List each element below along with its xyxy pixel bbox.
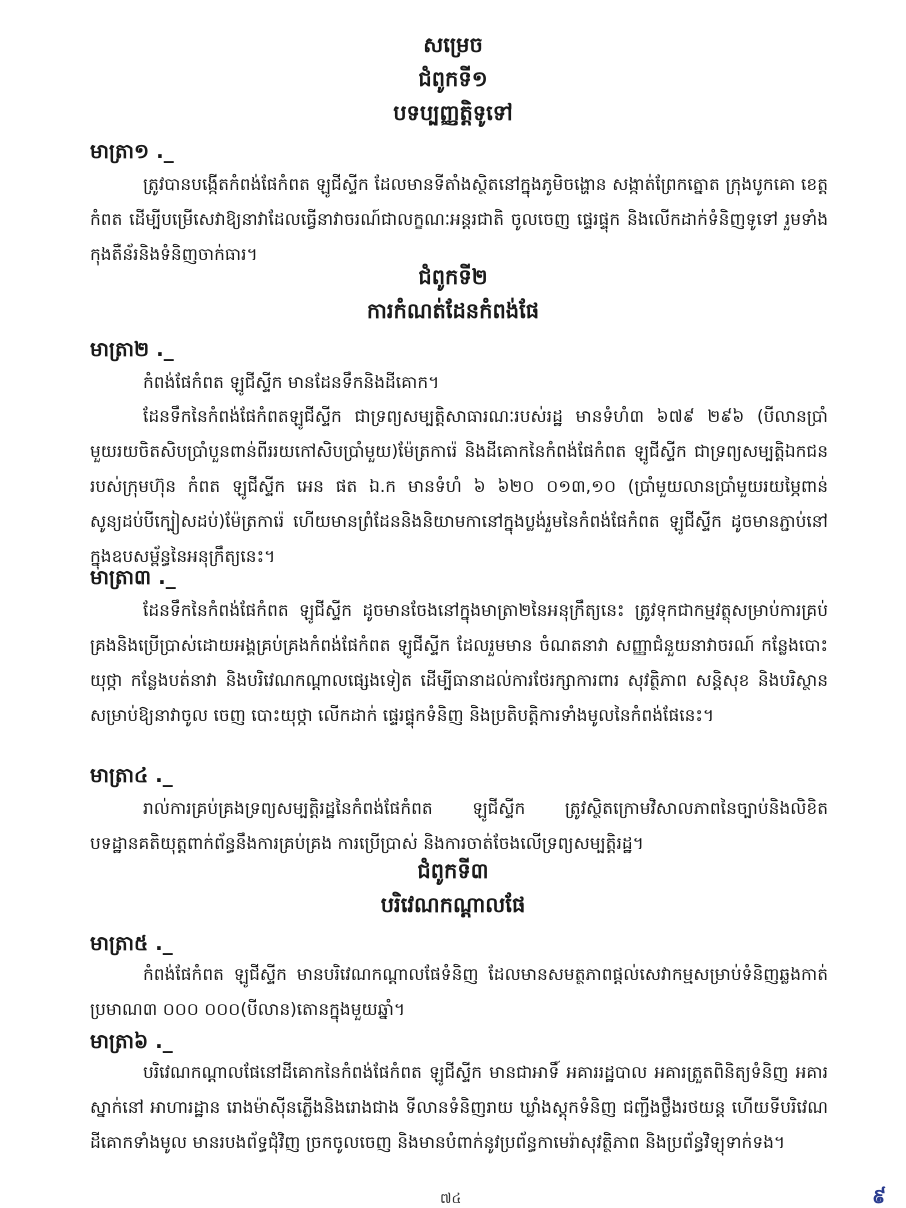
decision-title: សម្រេច	[423, 33, 483, 57]
article-3-label: មាត្រា៣ ._	[90, 565, 176, 589]
article-1-paragraph: ត្រូវបានបង្កើតកំពង់ផែកំពត ឡូជីស្ទីក ដែលមានទីតាំងស្ថិតនៅក្នុងភូមិចង្ហោន សង្កាត់ព្រែកត្នោត ក្រុងបូកគោ ខេត្តកំពត ដើម្បីបម្រើសេវាឱ្យនាវាដែលធ្វើនាវាចរណ៍ជាលក្ខណៈអន្តរជាតិ ចូលចេញ ផ្ទេរផ្ទុក និងលើកដាក់ទំនិញទូទៅ រួមទាំងកុងតឺន័រនិងទំនិញចាក់ធារ។	[90, 175, 828, 265]
chapter-2-title: ការកំណត់ដែនកំពង់ផែ	[366, 299, 540, 323]
article-5-label: មាត្រា៥ ._	[90, 931, 173, 955]
page-number: ៧៤	[440, 1191, 462, 1207]
article-4-paragraph: រាល់ការគ្រប់គ្រងទ្រព្យសម្បត្តិរដ្ឋនៃកំពង់ផែកំពត ឡូជីស្ទីក ត្រូវស្ថិតក្រោមវិសាលភាពនៃច្បាប់និងលិខិតបទដ្ឋានគតិយុត្តពាក់ព័ន្ធនឹងការគ្រប់គ្រង ការប្រើប្រាស់ និងការចាត់ចែងលើទ្រព្យសម្បត្តិរដ្ឋ។	[90, 799, 828, 854]
article-1-label: មាត្រា១ ._	[90, 139, 174, 163]
article-2-paragraph-2: ដែនទឹកនៃកំពង់ផែកំពតឡូជីស្ទីក ជាទ្រព្យសម្បត្តិសាធារណៈរបស់រដ្ឋ មានទំហំ៣ ៦៧៩ ២៩៦ (បីលានប្រាំមួយរយចិតសិបប្រាំបួនពាន់ពីររយកៅសិបប្រាំមួយ)ម៉ែត្រការ៉េ និងដីគោកនៃកំពង់ផែកំពត ឡូជីស្ទីក ជាទ្រព្យសម្បត្តិឯកជនរបស់ក្រុមហ៊ុន កំពត ឡូជីស្ទីក អេន ផត ឯ.ក មានទំហំ ៦ ៦២០ ០១៣,១០ (ប្រាំមួយលានប្រាំមួយរយម្ភៃពាន់សូន្យដប់បីក្បៀសដប់)ម៉ែត្រការ៉េ ហើយមានព្រំដែននិងនិយាមកានៅក្នុងប្លង់រួមនៃកំពង់ផែកំពត ឡូជីស្ទីក ដូចមានភ្ជាប់នៅក្នុងឧបសម្ព័ន្ធនៃអនុក្រឹត្យនេះ។	[90, 407, 828, 567]
chapter-1-number: ជំពូកទី១	[418, 67, 488, 91]
article-3-paragraph: ដែនទឹកនៃកំពង់ផែកំពត ឡូជីស្ទីក ដូចមានចែងនៅក្នុងមាត្រា២នៃអនុក្រឹត្យនេះ ត្រូវទុកជាកម្មវត្ថុសម្រាប់ការគ្រប់គ្រងនិងប្រើប្រាស់ដោយអង្គគ្រប់គ្រងកំពង់ផែកំពត ឡូជីស្ទីក ដែលរួមមាន ចំណតនាវា សញ្ញាជំនួយនាវាចរណ៍ កន្លែងបោះយុថ្កា កន្លែងបត់នាវា និងបរិវេណកណ្ដាលផ្សេងទៀត ដើម្បីធានាដល់ការថែរក្សាការពារ សុវត្ថិភាព សន្តិសុខ និងបរិស្ថាន សម្រាប់ឱ្យនាវាចូល ចេញ បោះយុថ្កា លើកដាក់ ផ្ទេរផ្ទុកទំនិញ និងប្រតិបត្តិការទាំងមូលនៃកំពង់ផែនេះ។	[90, 601, 828, 726]
article-2-paragraph-1: កំពង់ផែកំពត ឡូជីស្ទីក មានដែនទឹកនិងដីគោក។	[143, 373, 440, 393]
article-5-paragraph: កំពង់ផែកំពត ឡូជីស្ទីក មានបរិវេណកណ្ដាលផែទំនិញ ដែលមានសមត្ថភាពផ្ដល់សេវាកម្មសម្រាប់ទំនិញឆ្លងកាត់ប្រមាណ៣ ០០០ ០០០(បីលាន)តោនក្នុងមួយឆ្នាំ។	[90, 965, 828, 1020]
chapter-2-number: ជំពូកទី២	[418, 265, 488, 289]
chapter-3-number: ជំពូកទី៣	[417, 859, 489, 883]
article-2-label: មាត្រា២ ._	[90, 337, 174, 361]
article-4-label: មាត្រា៤ ._	[90, 763, 173, 787]
article-6-paragraph: បរិវេណកណ្ដាលផែនៅដីគោកនៃកំពង់ផែកំពត ឡូជីស្ទីក មានជាអាទិ៍ អគាររដ្ឋបាល អគារត្រួតពិនិត្យទំនិញ អគារស្នាក់នៅ អាហារដ្ឋាន រោងម៉ាស៊ីនភ្លើងនិងរោងជាង ទីលានទំនិញរាយ ឃ្លាំងស្តុកទំនិញ ជញ្ជីងថ្លឹងរថយន្ត ហើយទីបរិវេណដីគោកទាំងមូល មានរបងព័ទ្ធជុំវិញ ច្រកចូលចេញ និងមានបំពាក់នូវប្រព័ន្ធកាមេរ៉ាសុវត្ថិភាព និងប្រព័ន្ធវិទ្យុទាក់ទង។	[90, 1063, 828, 1153]
article-6-label: មាត្រា៦ ._	[90, 1029, 173, 1053]
corner-handwritten-mark: ៩	[872, 1184, 887, 1208]
chapter-1-title: បទប្បញ្ញត្តិទូទៅ	[393, 101, 513, 125]
chapter-3-title: បរិវេណកណ្ដាលផែ	[380, 893, 526, 917]
